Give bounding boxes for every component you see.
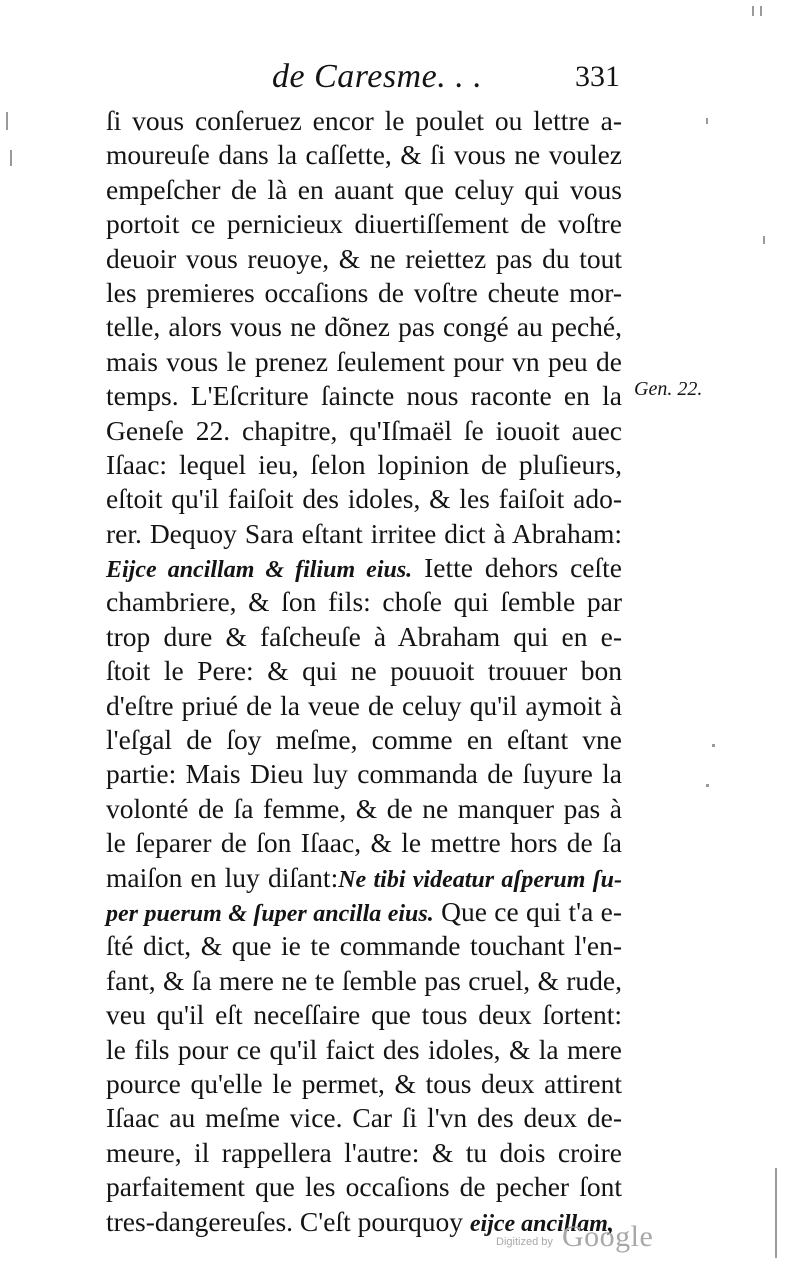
text-line: l'eſgal de ſoy meſme, comme en eſtant vne bbox=[106, 724, 622, 756]
page-header bbox=[0, 58, 787, 98]
text-line: veu qu'il eſt neceſſaire que tous deux ſortent: bbox=[106, 999, 622, 1031]
text-line-with-latin bbox=[106, 551, 622, 585]
text-line: ſtoit le Pere: & qui ne pouuoit trouuer bon bbox=[106, 655, 622, 687]
running-head: de Caresme. . . bbox=[272, 58, 483, 95]
body-text bbox=[106, 104, 622, 1239]
text-line: volonté de ſa femme, & de ne manquer pas à bbox=[106, 792, 622, 824]
text-line: ſté dict, & que ie te commande touchant l'en- bbox=[106, 930, 622, 962]
text-line: fant, & ſa mere ne te ſemble pas cruel, & rude, bbox=[106, 964, 622, 996]
text-line: empeſcher de là en auant que celuy qui vous bbox=[106, 173, 622, 205]
text-fragment: Que ce qui t'a e- bbox=[441, 895, 622, 927]
scan-mark bbox=[775, 1168, 777, 1258]
scan-mark bbox=[752, 6, 754, 16]
text-line: temps. L'Eſcriture ſaincte nous raconte en la bbox=[106, 380, 622, 412]
text-line: partie: Mais Dieu luy commanda de ſuyure la bbox=[106, 758, 622, 790]
text-line: eſtoit qu'il faiſoit des idoles, & les faiſoit ado- bbox=[106, 483, 622, 515]
scan-mark bbox=[10, 150, 12, 166]
text-line: Iſaac: lequel ieu, ſelon lopinion de pluſieurs, bbox=[106, 448, 622, 480]
scan-mark bbox=[706, 118, 708, 124]
scan-mark bbox=[763, 236, 765, 244]
latin-quotation: per puerum & ſuper ancilla eius. bbox=[106, 900, 434, 927]
text-fragment: Iette dehors ceſte bbox=[424, 552, 622, 584]
text-line: portoit ce pernicieux diuertiſſement de voſtre bbox=[106, 208, 622, 240]
text-line: meure, il rappellera l'autre: & tu dois croire bbox=[106, 1136, 622, 1168]
text-line: pource qu'elle le permet, & tous deux attirent bbox=[106, 1067, 622, 1099]
text-line: Geneſe 22. chapitre, qu'Iſmaël ſe iouoit auec bbox=[106, 414, 622, 446]
text-line-with-latin bbox=[106, 895, 622, 929]
text-line: moureuſe dans la caſſette, & ſi vous ne voulez bbox=[106, 139, 622, 171]
watermark-caption: Digitized by bbox=[496, 1236, 553, 1248]
text-line: d'eſtre priué de la veue de celuy qu'il aymoit à bbox=[106, 689, 622, 721]
text-line: les premieres occaſions de voſtre cheute mor- bbox=[106, 276, 622, 308]
text-line: ſi vous conſeruez encor le poulet ou lettre a- bbox=[106, 105, 622, 136]
text-line: rer. Dequoy Sara eſtant irritee dict à Abraham: bbox=[106, 517, 622, 549]
text-line: parfaitement que les occaſions de pecher ſont bbox=[106, 1171, 622, 1203]
marginal-note: Gen. 22. bbox=[634, 378, 703, 400]
scan-mark bbox=[706, 784, 709, 787]
scan-mark bbox=[712, 744, 715, 747]
text-line: deuoir vous reuoye, & ne reiettez pas du tout bbox=[106, 242, 622, 274]
google-logo: Google bbox=[562, 1220, 654, 1253]
scan-mark bbox=[760, 6, 762, 16]
text-line: le fils pour ce qu'il faict des idoles, & la mere bbox=[106, 1033, 622, 1065]
text-line-with-latin bbox=[106, 1205, 622, 1239]
text-line: le ſeparer de ſon Iſaac, & le mettre hors de ſa bbox=[106, 827, 622, 859]
text-line: Iſaac au meſme vice. Car ſi l'vn des deux de- bbox=[106, 1102, 622, 1134]
text-fragment: tres-dangereuſes. C'eſt pourquoy bbox=[106, 1205, 464, 1237]
latin-quotation: Ne tibi videatur aſperum ſu- bbox=[338, 866, 622, 893]
text-line: mais vous le prenez ſeulement pour vn peu de bbox=[106, 345, 622, 377]
latin-quotation: eijce ancillam, bbox=[469, 1210, 614, 1237]
text-line: trop dure & faſcheuſe à Abraham qui en e- bbox=[106, 620, 622, 652]
text-fragment: maiſon en luy diſant: bbox=[106, 861, 339, 893]
text-line: telle, alors vous ne dõnez pas congé au peché, bbox=[106, 311, 622, 343]
page-number: 331 bbox=[575, 60, 620, 93]
text-line-with-latin bbox=[106, 861, 622, 895]
latin-quotation: Eijce ancillam & filium eius. bbox=[106, 557, 413, 584]
text-line: chambriere, & ſon fils: choſe qui ſemble par bbox=[106, 586, 622, 618]
scan-mark bbox=[6, 112, 8, 130]
